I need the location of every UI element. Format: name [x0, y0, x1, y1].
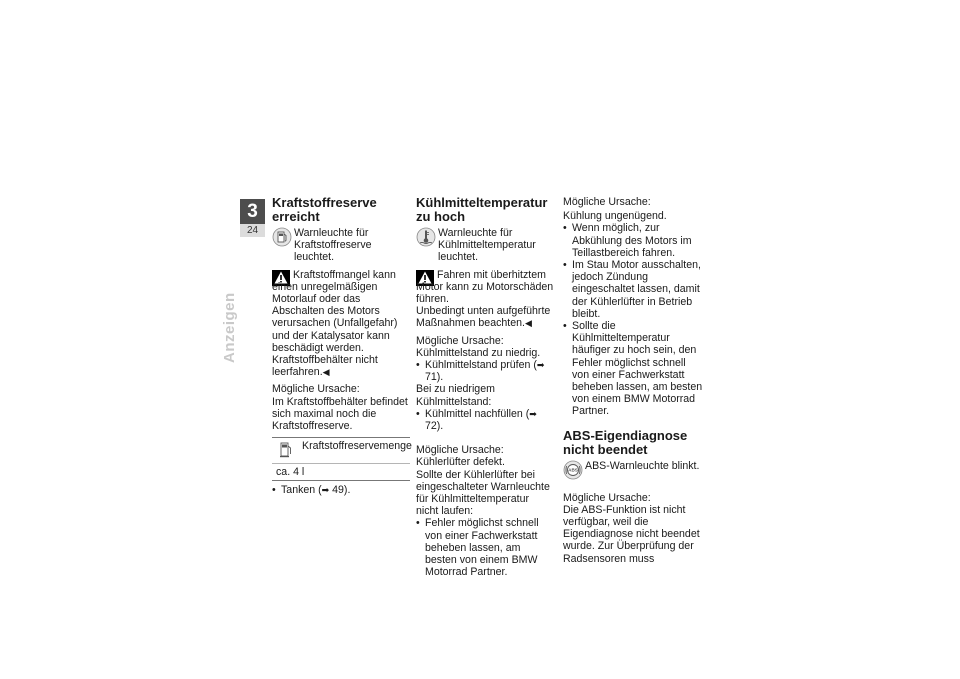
- cooling-cause-label: Mögliche Ursache:: [563, 196, 651, 208]
- section-label: Anzeigen: [221, 292, 238, 363]
- page-reference[interactable]: 49).: [332, 484, 351, 497]
- list-item: • Im Stau Motor ausschalten, jedoch Zündung eingeschaltet lassen, damit der Kühlerlüfter in Betrieb bleibt.: [563, 259, 703, 320]
- cooling-cause-text: Kühlung ungenügend.: [563, 210, 667, 223]
- heading-fuel-reserve: Kraftstoffreserve erreicht: [272, 195, 377, 224]
- coolant-cause2-label: Mögliche Ursache:: [416, 444, 504, 457]
- cooling-actions: [563, 222, 703, 417]
- fuel-pump-icon: [278, 440, 298, 460]
- fuel-table-label: Kraftstoffreservemenge: [302, 440, 412, 453]
- coolant-cause2-text: Kühlerlüfter defekt.: [416, 456, 505, 469]
- fuel-warning-body: Kraftstoffmangel kann einen unregelmäßigen Motorlauf oder das Abschalten des Motors verursachen (Unfallgefahr) und der Katalysator kann beschädigt werden.: [272, 268, 398, 354]
- coolant-cause1-text: Kühlmittelstand zu niedrig.: [416, 346, 541, 359]
- coolant-temperature-icon: [416, 227, 436, 247]
- list-item: [416, 408, 554, 432]
- abs-cause-text: Die ABS-Funktion ist nicht verfügbar, weil die Eigendiagnose nicht beendet wurde. Zur Überprüfung der Radsensoren muss: [563, 503, 700, 565]
- coolant-cause1-label: Mögliche Ursache:: [416, 334, 504, 347]
- fuel-indicator-row: [272, 227, 410, 264]
- coolant-warning-text: [416, 269, 554, 330]
- bullet-text: Tanken (: [281, 484, 322, 497]
- coolant-warning-body: Fahren mit überhitztem Motor kann zu Motorschäden führen.: [416, 268, 554, 306]
- fuel-reserve-table: [272, 437, 410, 481]
- page-reference[interactable]: 72).: [425, 420, 444, 433]
- heading-coolant-temperature: Kühlmitteltemperatur zu hoch: [416, 195, 548, 224]
- coolant-indicator-row: [416, 227, 554, 264]
- fuel-warning-text: [272, 269, 410, 379]
- coolant-cause2-detail: Sollte der Kühlerlüfter bei eingeschalteter Warnleuchte für Kühlmitteltemperatur nicht laufen:: [416, 468, 550, 518]
- bullet-text: Kühlmittelstand prüfen (: [425, 359, 537, 372]
- abs-indicator-text: ABS-Warnleuchte blinkt.: [585, 459, 700, 472]
- reference-arrow-icon: ➡: [529, 408, 537, 419]
- coolant-actions-2: [416, 408, 554, 432]
- fuel-cause-text: Im Kraftstoffbehälter befindet sich maximal noch die Kraftstoffreserve.: [272, 395, 408, 433]
- page-reference[interactable]: 71).: [425, 371, 444, 384]
- abs-icon: [563, 460, 583, 480]
- list-item: • Wenn möglich, zur Abkühlung des Motors im Teillastbereich fahren.: [563, 222, 703, 259]
- column-fuel-reserve: [272, 196, 410, 502]
- column-coolant: [416, 196, 554, 583]
- abs-indicator-row: [563, 460, 703, 480]
- end-mark-icon: ◀: [524, 318, 532, 329]
- abs-icon-label: ABS: [568, 467, 578, 473]
- coolant-warning-body-2: Unbedingt unten aufgeführte Maßnahmen beachten.: [416, 305, 551, 330]
- coolant-actions-1: [416, 359, 554, 383]
- list-item: • Sollte die Kühlmitteltemperatur häufiger zu hoch sein, den Fehler möglichst schnell von einer Fachwerkstatt beheben lassen, am besten von einem BMW Motorrad Partner.: [563, 320, 703, 418]
- reference-arrow-icon: ➡: [536, 360, 545, 371]
- bullet-text: Kühlmittel nachfüllen (: [425, 407, 530, 420]
- fuel-actions: [272, 484, 410, 496]
- chapter-number: 3: [240, 199, 265, 224]
- list-item: • Fehler möglichst schnell von einer Fachwerkstatt beheben lassen, am besten von einem BMW Motorrad Partner.: [416, 517, 554, 578]
- page-number: 24: [240, 224, 265, 237]
- fuel-cause-label: Mögliche Ursache:: [272, 383, 360, 396]
- end-mark-icon: ◀: [322, 367, 330, 378]
- column-cooling-abs: [563, 196, 703, 570]
- reference-arrow-icon: ➡: [321, 485, 330, 496]
- fuel-warning-body-2: Kraftstoffbehälter nicht leerfahren.: [272, 354, 378, 379]
- fuel-indicator-text: Warnleuchte für Kraftstoffreserve leuchtet.: [294, 227, 372, 264]
- list-item: [416, 359, 554, 383]
- fuel-table-header: [272, 438, 410, 464]
- chapter-tab: [240, 199, 265, 237]
- coolant-indicator-text: Warnleuchte für Kühlmitteltemperatur leuchtet.: [438, 227, 536, 264]
- heading-abs-self-diagnosis: ABS-Eigendiagnose nicht beendet: [563, 427, 688, 457]
- fuel-table-value: ca. 4 l: [276, 466, 305, 479]
- list-item: [272, 484, 410, 496]
- fuel-pump-icon: [272, 227, 292, 247]
- coolant-low-level-text: Bei zu niedrigem Kühlmittelstand:: [416, 383, 495, 408]
- coolant-actions-3: [416, 517, 554, 578]
- section-label-wrap: [221, 292, 241, 363]
- abs-cause-label: Mögliche Ursache:: [563, 491, 651, 504]
